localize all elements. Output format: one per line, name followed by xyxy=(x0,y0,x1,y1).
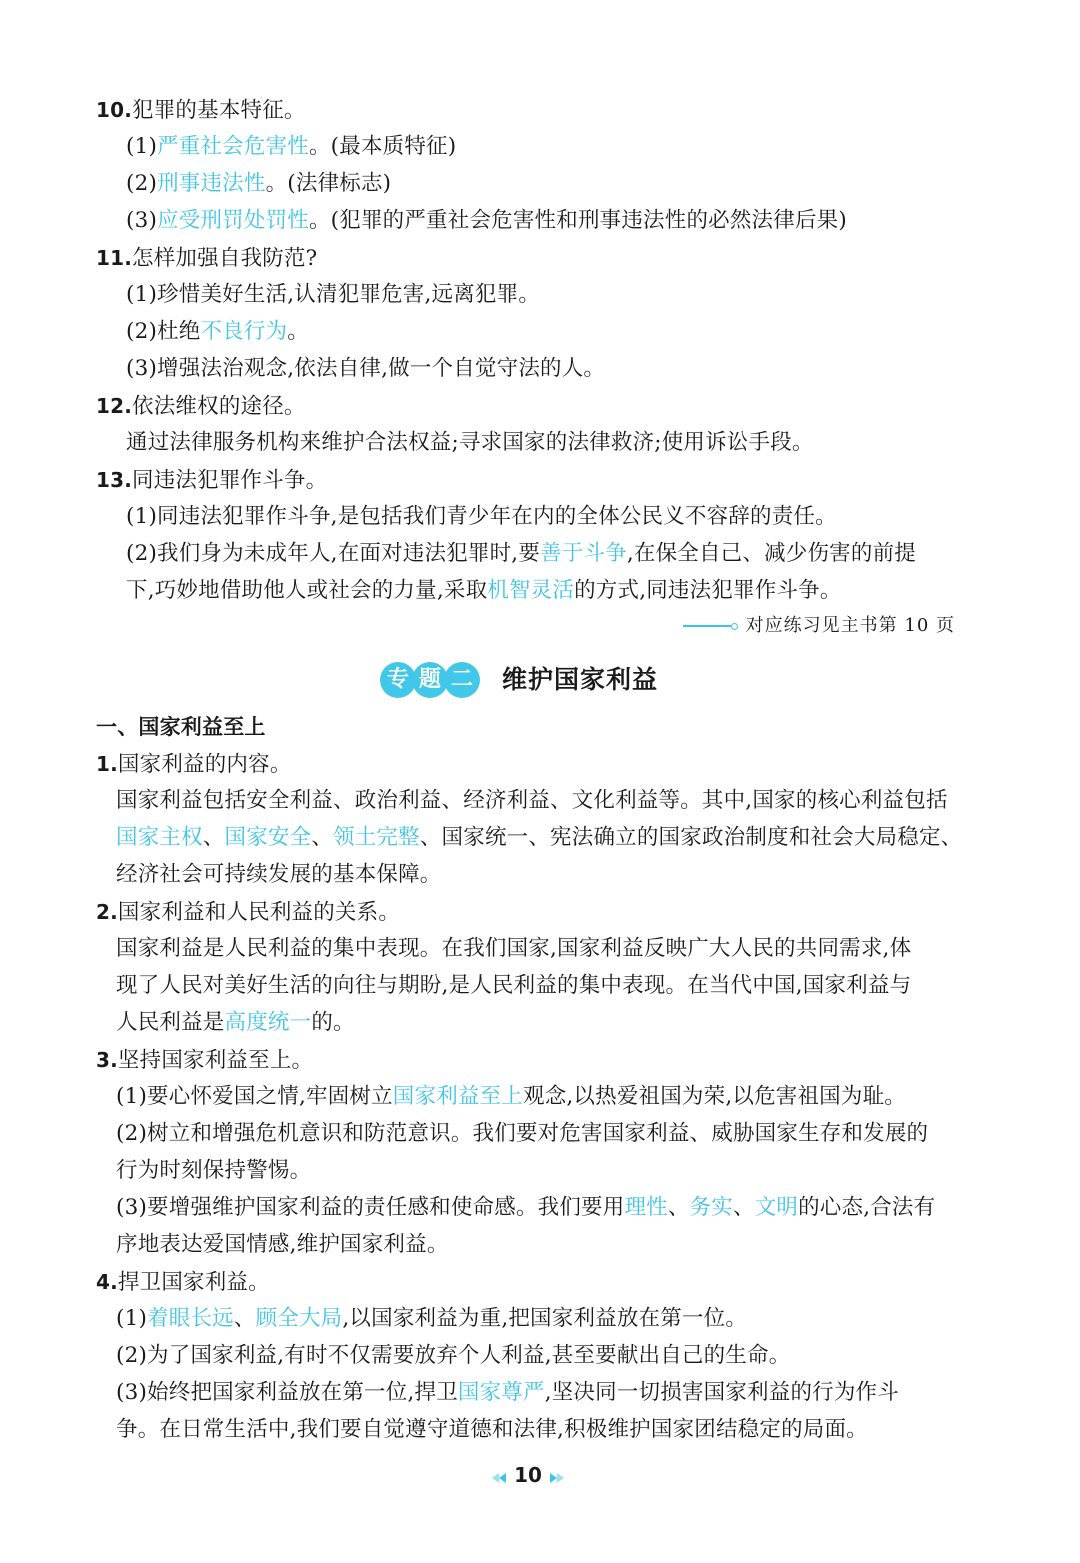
s-q3-item-1 xyxy=(116,1082,906,1112)
q12-title: 依法维权的途径。 xyxy=(132,394,306,419)
topic-badge-char: 二 xyxy=(444,662,480,698)
next-arrow-icon xyxy=(550,1473,557,1483)
key-term: 国家安全 xyxy=(224,825,312,850)
key-term: 国家利益至上 xyxy=(392,1084,523,1109)
q12-body: 通过法律服务机构来维护合法权益;寻求国家的法律救济;使用诉讼手段。 xyxy=(126,430,814,455)
q13-item-2-line-1 xyxy=(126,539,916,569)
item-marker: (1) xyxy=(126,134,158,159)
item-marker: (3) xyxy=(126,208,158,233)
q11-item-3: (3)增强法治观念,依法自律,做一个自觉守法的人。 xyxy=(126,356,606,381)
key-term: 国家主权 xyxy=(116,825,203,850)
item-text: 的。 xyxy=(311,1010,355,1035)
separator: 、 xyxy=(311,825,334,850)
s-q2-line-2: 现了人民对美好生活的向往与期盼,是人民利益的集中表现。在当代中国,国家利益与 xyxy=(116,973,912,998)
s-q1-line-3: 经济社会可持续发展的基本保障。 xyxy=(116,862,442,887)
q10-number: 10. xyxy=(96,98,133,122)
key-term: 严重社会危害性 xyxy=(157,134,309,159)
q10-item-3 xyxy=(126,206,847,236)
s-q4-number: 4. xyxy=(96,1270,118,1294)
q11-item-1: (1)珍惜美好生活,认清犯罪危害,远离犯罪。 xyxy=(126,282,541,307)
s-q4-title: 捍卫国家利益。 xyxy=(117,1270,270,1295)
item-text: 。(法律标志) xyxy=(265,171,392,196)
s-q1-title: 国家利益的内容。 xyxy=(117,752,292,777)
key-term: 不良行为 xyxy=(200,319,288,344)
s-q4-item-3-line-2: 争。在日常生活中,我们要自觉遵守道德和法律,积极维护国家团结稳定的局面。 xyxy=(116,1417,868,1442)
s-q3-item-2-line-2: 行为时刻保持警惕。 xyxy=(116,1158,312,1183)
q13-item-2-line-2 xyxy=(126,576,842,606)
page-number-text: 10 xyxy=(514,1463,542,1487)
ref-text: 对应练习见主书第 10 页 xyxy=(745,615,955,636)
item-text: 的方式,同违法犯罪作斗争。 xyxy=(574,578,842,603)
page-number xyxy=(486,1460,570,1490)
key-term: 国家尊严 xyxy=(457,1380,545,1405)
key-term: 着眼长远 xyxy=(147,1306,234,1331)
q10-title: 犯罪的基本特征。 xyxy=(132,98,306,123)
item-text: 观念,以热爱祖国为荣,以危害祖国为耻。 xyxy=(523,1084,906,1109)
s-q1-line-1: 国家利益包括安全利益、政治利益、经济利益、文化利益等。其中,国家的核心利益包括 xyxy=(116,788,948,813)
key-term: 文明 xyxy=(754,1195,799,1220)
key-term: 善于斗争 xyxy=(540,541,627,566)
ref-dot-icon xyxy=(731,623,738,630)
item-text: (2)杜绝 xyxy=(126,319,201,344)
prev-arrow-icon xyxy=(499,1473,506,1483)
s-q1-heading xyxy=(96,749,292,780)
key-term: 机智灵活 xyxy=(487,578,575,603)
item-text: 。(最本质特征) xyxy=(308,134,457,159)
q13-title: 同违法犯罪作斗争。 xyxy=(132,468,328,493)
key-term: 务实 xyxy=(689,1195,733,1220)
item-text: (1)要心怀爱国之情,牢固树立 xyxy=(116,1084,393,1109)
q11-item-2 xyxy=(126,317,309,347)
item-text: 下,巧妙地借助他人或社会的力量,采取 xyxy=(126,578,488,603)
s-q3-item-2-line-1: (2)树立和增强危机意识和防范意识。我们要对危害国家利益、威胁国家生存和发展的 xyxy=(116,1121,929,1146)
s-q4-item-3-line-1 xyxy=(116,1378,899,1408)
s-q2-number: 2. xyxy=(96,900,118,924)
s-q4-heading xyxy=(96,1267,270,1298)
s-q2-title: 国家利益和人民利益的关系。 xyxy=(117,900,401,925)
s-q2-heading xyxy=(96,897,400,928)
separator: 、 xyxy=(732,1195,755,1220)
q10-item-1 xyxy=(126,132,456,162)
item-text: 、国家统一、宪法确立的国家政治制度和社会大局稳定、 xyxy=(419,825,963,850)
q10-heading xyxy=(96,95,306,126)
section-heading: 一、国家利益至上 xyxy=(96,715,266,739)
separator: 、 xyxy=(667,1195,690,1220)
item-text: 。(犯罪的严重社会危害性和刑事违法性的必然法律后果) xyxy=(308,208,847,233)
s-q2-line-1: 国家利益是人民利益的集中表现。在我们国家,国家利益反映广大人民的共同需求,体 xyxy=(116,936,912,961)
item-text: ,以国家利益为重,把国家利益放在第一位。 xyxy=(342,1306,748,1331)
item-marker: (1) xyxy=(116,1306,148,1331)
q13-heading xyxy=(96,465,327,496)
q13-number: 13. xyxy=(96,468,133,492)
separator: 、 xyxy=(233,1306,256,1331)
item-text: ,坚决同一切损害国家利益的行为作斗 xyxy=(544,1380,899,1405)
q13-item-1: (1)同违法犯罪作斗争,是包括我们青少年在内的全体公民义不容辞的责任。 xyxy=(126,504,837,529)
key-term: 顾全大局 xyxy=(255,1306,343,1331)
s-q1-line-2 xyxy=(116,823,962,853)
s-q3-item-3-line-2: 序地表达爱国情感,维护国家利益。 xyxy=(116,1232,449,1257)
key-term: 领土完整 xyxy=(333,825,420,850)
q12-heading xyxy=(96,391,306,422)
s-q4-item-2: (2)为了国家利益,有时不仅需要放弃个人利益,甚至要献出自己的生命。 xyxy=(116,1343,791,1368)
cross-reference xyxy=(600,613,955,639)
s-q2-line-3 xyxy=(116,1008,355,1038)
topic-header xyxy=(380,660,700,700)
s-q3-heading xyxy=(96,1045,313,1076)
item-text: 人民利益是 xyxy=(116,1010,225,1035)
q10-item-2 xyxy=(126,169,391,199)
key-term: 高度统一 xyxy=(224,1010,312,1035)
q11-heading xyxy=(96,243,317,274)
topic-badge-char: 专 xyxy=(380,662,416,698)
s-q3-number: 3. xyxy=(96,1048,118,1072)
q11-number: 11. xyxy=(96,246,133,270)
q12-number: 12. xyxy=(96,394,133,418)
s-q3-item-3-line-1 xyxy=(116,1193,935,1223)
item-text: ,在保全自己、减少伤害的前提 xyxy=(626,541,916,566)
s-q3-title: 坚持国家利益至上。 xyxy=(117,1048,314,1073)
key-term: 刑事违法性 xyxy=(157,171,266,196)
topic-title: 维护国家利益 xyxy=(502,665,659,694)
key-term: 应受刑罚处罚性 xyxy=(157,208,309,233)
ref-dash-line xyxy=(683,625,731,627)
separator: 、 xyxy=(202,825,225,850)
q11-title: 怎样加强自我防范? xyxy=(132,246,318,271)
item-marker: (2) xyxy=(126,171,158,196)
s-q1-number: 1. xyxy=(96,752,118,776)
key-term: 理性 xyxy=(624,1195,668,1220)
next-arrow-icon xyxy=(557,1473,564,1483)
topic-badge-char: 题 xyxy=(412,662,448,698)
item-text: 的心态,合法有 xyxy=(798,1195,936,1220)
item-text: 。 xyxy=(287,319,309,344)
item-text: (2)我们身为未成年人,在面对违法犯罪时,要 xyxy=(126,541,541,566)
s-q4-item-1 xyxy=(116,1304,747,1334)
item-text: (3)要增强维护国家利益的责任感和使命感。我们要用 xyxy=(116,1195,625,1220)
prev-arrow-icon xyxy=(492,1473,499,1483)
item-text: (3)始终把国家利益放在第一位,捍卫 xyxy=(116,1380,458,1405)
